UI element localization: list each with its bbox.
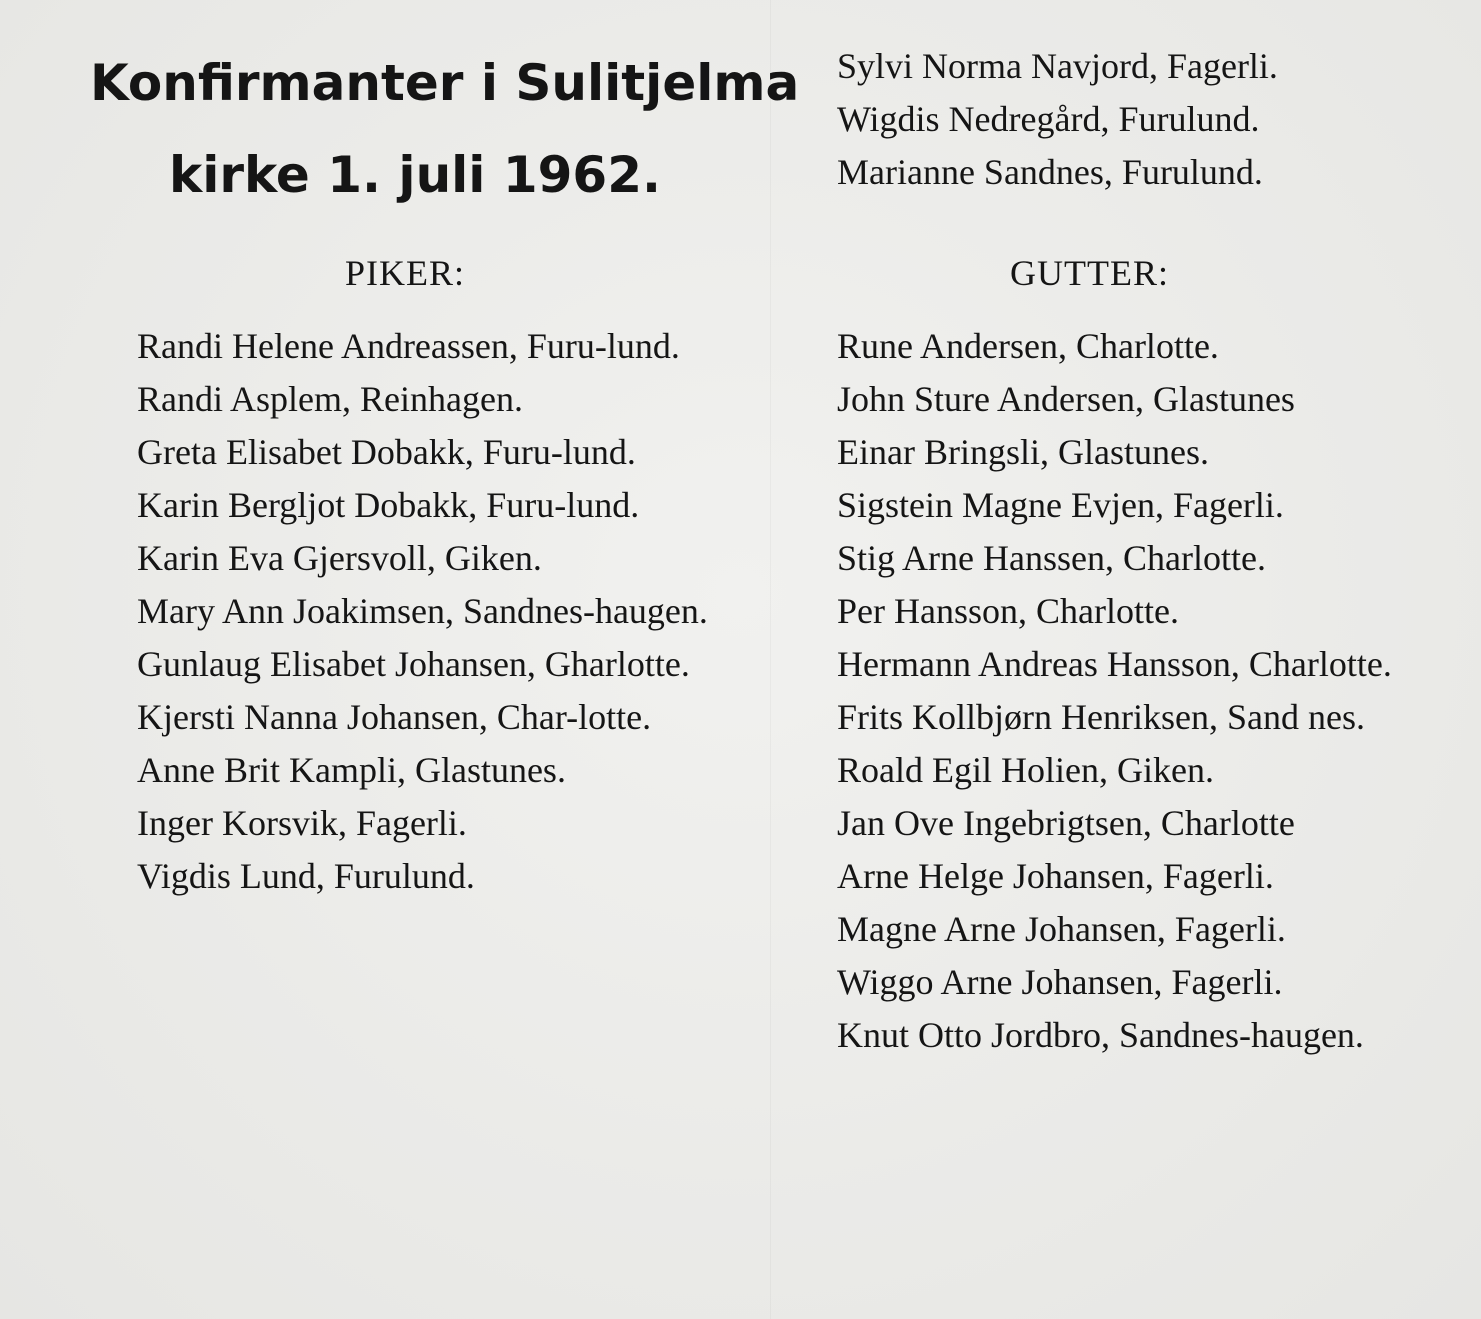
list-item: Magne Arne Johansen, Fagerli. [837, 909, 1286, 949]
girls-list [90, 320, 740, 903]
list-item: Greta Elisabet Dobakk, Furu-lund. [137, 432, 636, 472]
list-item: Anne Brit Kampli, Glastunes. [137, 750, 566, 790]
list-item: Arne Helge Johansen, Fagerli. [837, 856, 1274, 896]
boys-list [790, 320, 1440, 1062]
list-item: Stig Arne Hanssen, Charlotte. [837, 538, 1266, 578]
girls-heading: PIKER: [345, 253, 466, 293]
list-item: Karin Bergljot Dobakk, Furu-lund. [137, 485, 640, 525]
list-item: Gunlaug Elisabet Johansen, Gharlotte. [137, 644, 690, 684]
list-item: Marianne Sandnes, Furulund. [837, 152, 1263, 192]
list-item: Kjersti Nanna Johansen, Char-lotte. [137, 697, 652, 737]
list-item: John Sture Andersen, Glastunes [837, 379, 1295, 419]
title-line-1: Konfirmanter i Sulitjelma [90, 54, 800, 112]
list-item: Roald Egil Holien, Giken. [837, 750, 1214, 790]
list-item: Einar Bringsli, Glastunes. [837, 432, 1209, 472]
list-item: Rune Andersen, Charlotte. [837, 326, 1219, 366]
list-item: Sylvi Norma Navjord, Fagerli. [837, 46, 1278, 86]
list-item: Sigstein Magne Evjen, Fagerli. [837, 485, 1284, 525]
list-item: Jan Ove Ingebrigtsen, Charlotte [837, 803, 1295, 843]
list-item: Per Hansson, Charlotte. [837, 591, 1179, 631]
list-item: Knut Otto Jordbro, Sandnes-haugen. [837, 1015, 1364, 1055]
list-item: Karin Eva Gjersvoll, Giken. [137, 538, 542, 578]
list-item: Randi Helene Andreassen, Furu-lund. [137, 326, 680, 366]
page-fold [770, 0, 771, 1319]
list-item: Inger Korsvik, Fagerli. [137, 803, 467, 843]
list-item: Hermann Andreas Hansson, Charlotte. [837, 644, 1392, 684]
girls-list-continued [790, 40, 1440, 199]
list-item: Randi Asplem, Reinhagen. [137, 379, 523, 419]
list-item: Vigdis Lund, Furulund. [137, 856, 475, 896]
list-item: Wiggo Arne Johansen, Fagerli. [837, 962, 1283, 1002]
title-line-2: kirke 1. juli 1962. [168, 146, 662, 204]
list-item: Frits Kollbjørn Henriksen, Sand nes. [837, 697, 1365, 737]
boys-heading: GUTTER: [1010, 253, 1169, 293]
list-item: Wigdis Nedregård, Furulund. [837, 99, 1260, 139]
list-item: Mary Ann Joakimsen, Sandnes-haugen. [137, 591, 708, 631]
